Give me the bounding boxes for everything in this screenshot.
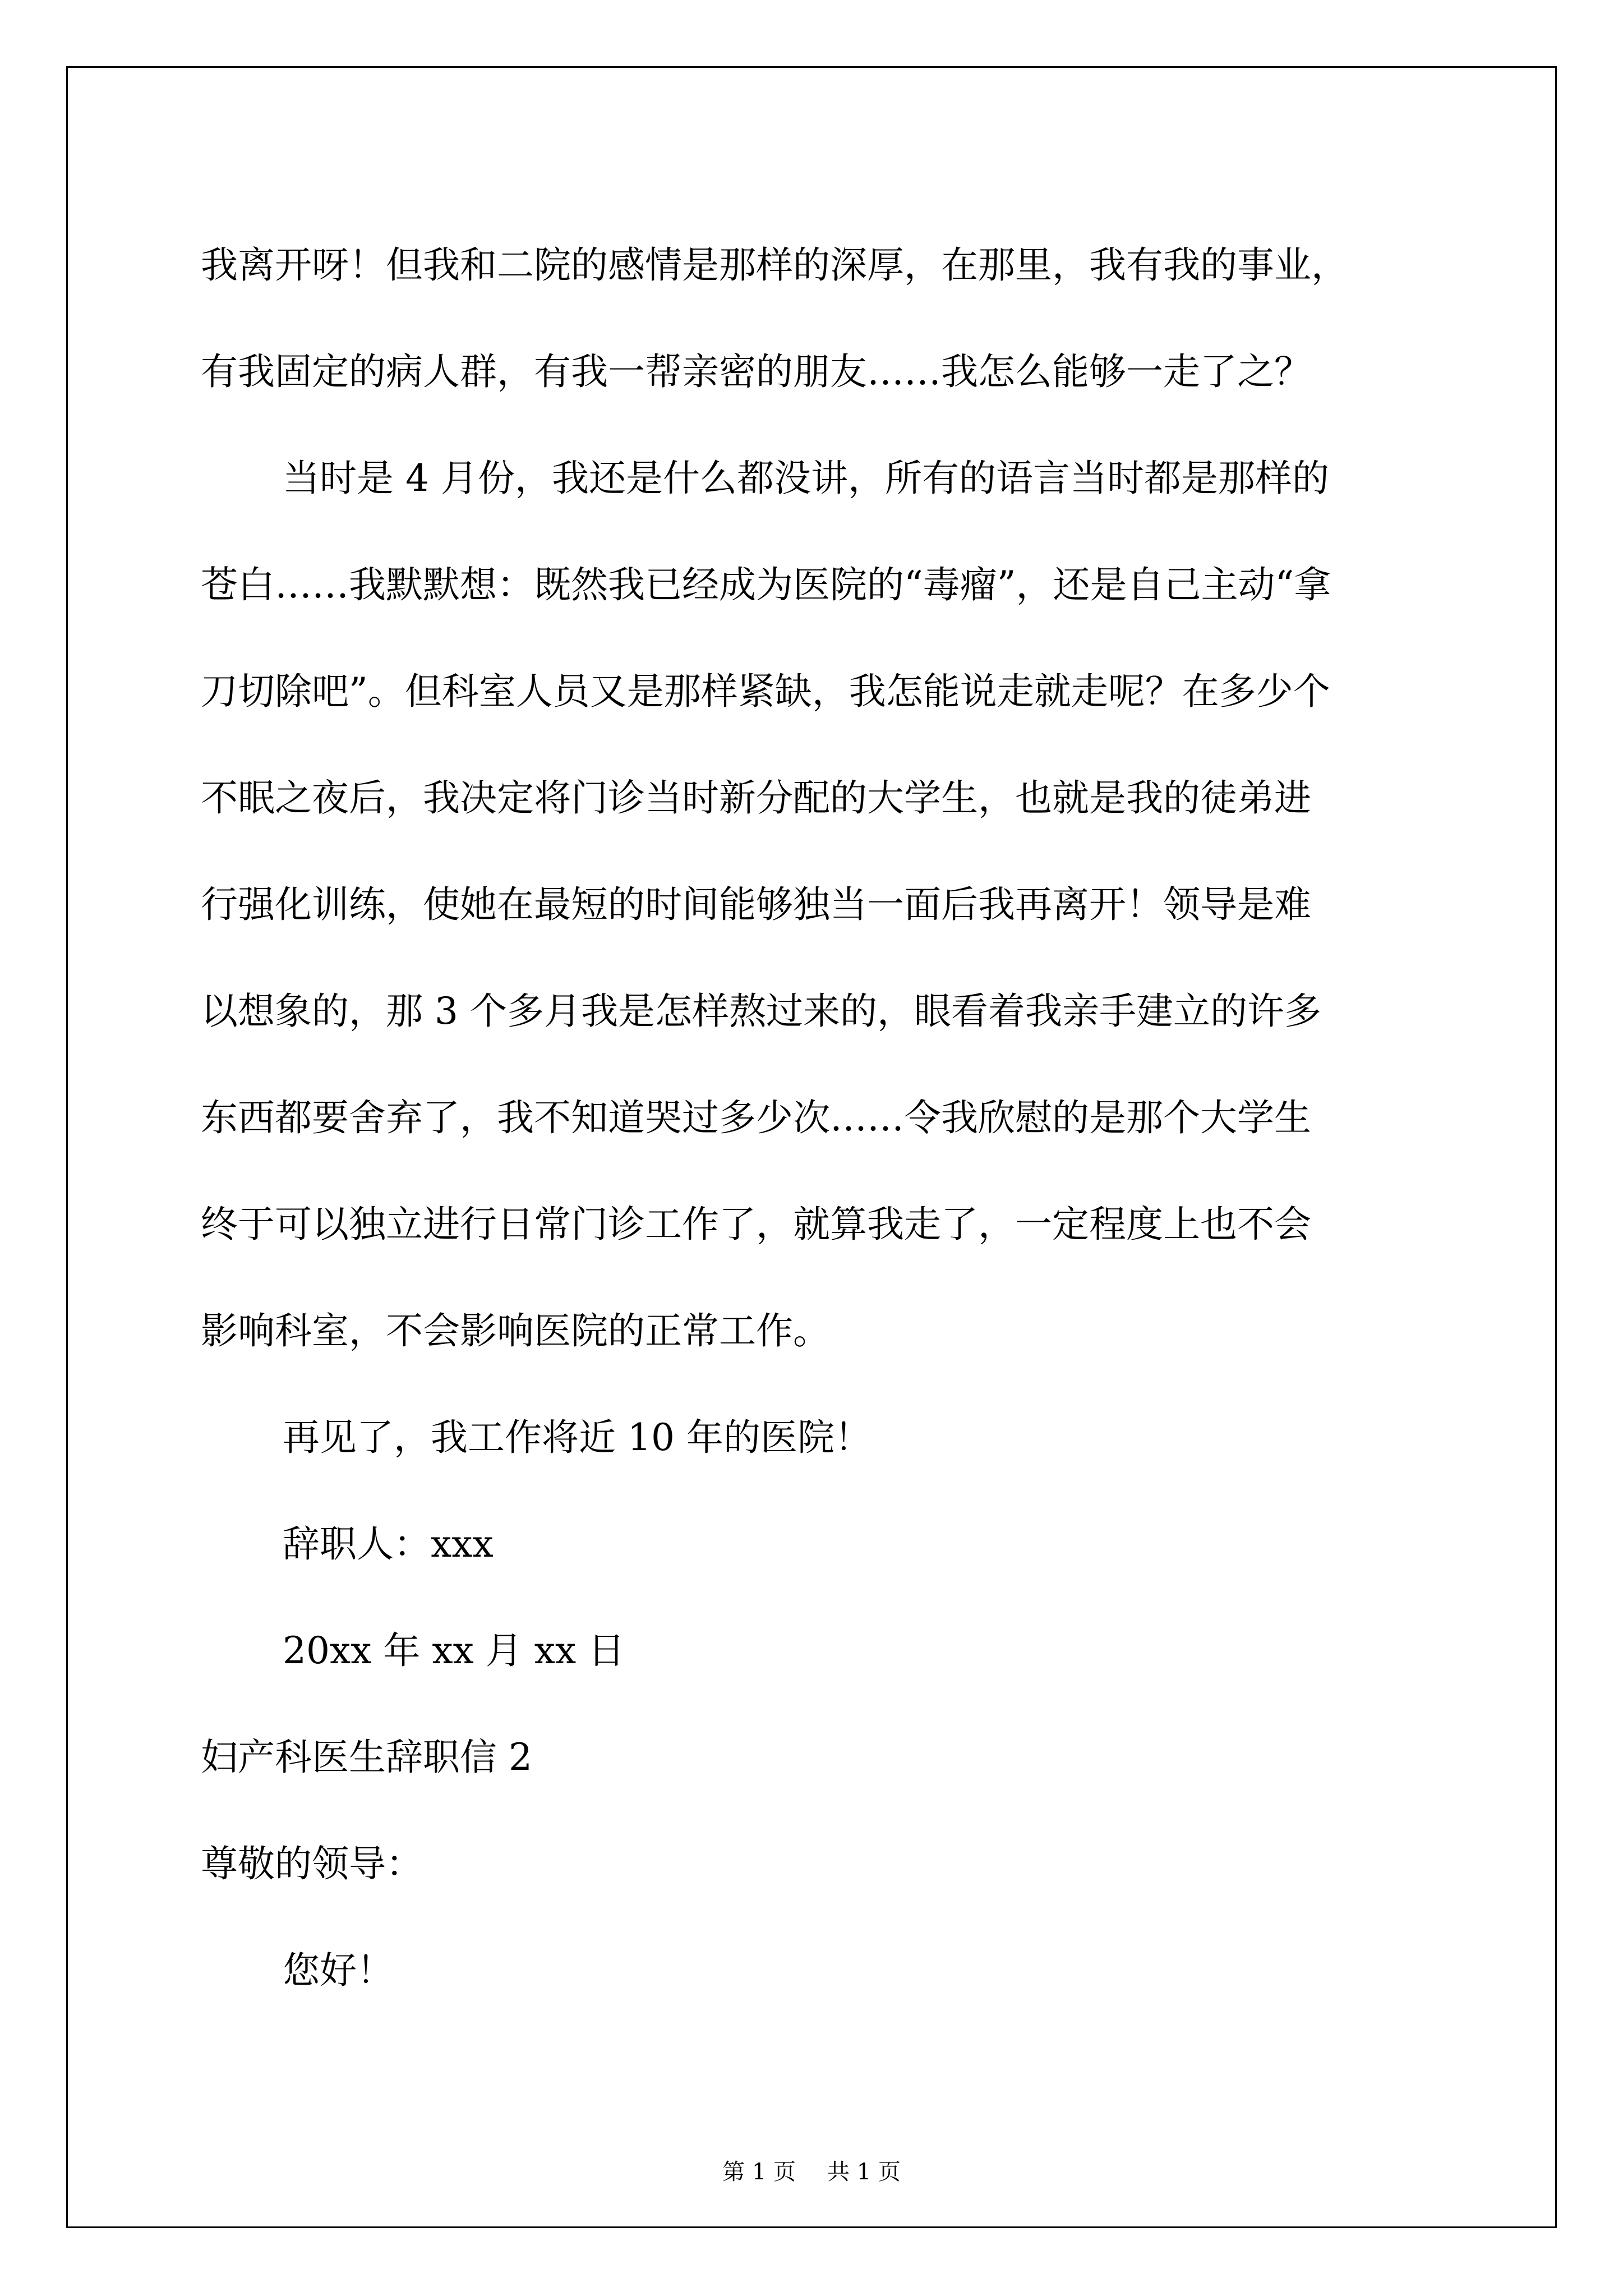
farewell-line: 再见了，我工作将近 10 年的医院！ — [283, 1416, 872, 1459]
paragraph-line: 当时是 4 月份，我还是什么都没讲，所有的语言当时都是那样的 — [283, 457, 1329, 500]
paragraph-line: 行强化训练，使她在最短的时间能够独当一面后我再离开！领导是难 — [201, 883, 1311, 926]
resigner-signature: 辞职人：xxx — [283, 1522, 494, 1566]
paragraph-line: 不眠之夜后，我决定将门诊当时新分配的大学生，也就是我的徒弟进 — [201, 776, 1311, 820]
salutation: 尊敬的领导： — [201, 1842, 423, 1885]
document-body — [201, 212, 1440, 2024]
section-title: 妇产科医生辞职信 2 — [201, 1736, 532, 1779]
paragraph-line: 刀切除吧”。但科室人员又是那样紧缺，我怎能说走就走呢？在多少个 — [201, 670, 1330, 713]
page-total: 共 1 页 — [827, 2159, 901, 2185]
paragraph-line: 以想象的，那 3 个多月我是怎样熬过来的，眼看着我亲手建立的许多 — [201, 990, 1321, 1033]
paragraph-line: 有我固定的病人群，有我一帮亲密的朋友……我怎么能够一走了之？ — [201, 350, 1311, 393]
greeting: 您好！ — [283, 1949, 394, 1992]
paragraph-line: 影响科室，不会影响医院的正常工作。 — [201, 1309, 830, 1352]
page-number: 第 1 页 — [722, 2159, 796, 2185]
paragraph-line: 苍白……我默默想：既然我已经成为医院的“毒瘤”，还是自己主动“拿 — [201, 563, 1331, 606]
paragraph-line: 终于可以独立进行日常门诊工作了，就算我走了，一定程度上也不会 — [201, 1203, 1311, 1246]
page-footer — [0, 2155, 1623, 2189]
letter-date: 20xx 年 xx 月 xx 日 — [283, 1629, 625, 1672]
paragraph-line: 我离开呀！但我和二院的感情是那样的深厚，在那里，我有我的事业， — [201, 243, 1348, 287]
paragraph-line: 东西都要舍弃了，我不知道哭过多少次……令我欣慰的是那个大学生 — [201, 1096, 1311, 1139]
